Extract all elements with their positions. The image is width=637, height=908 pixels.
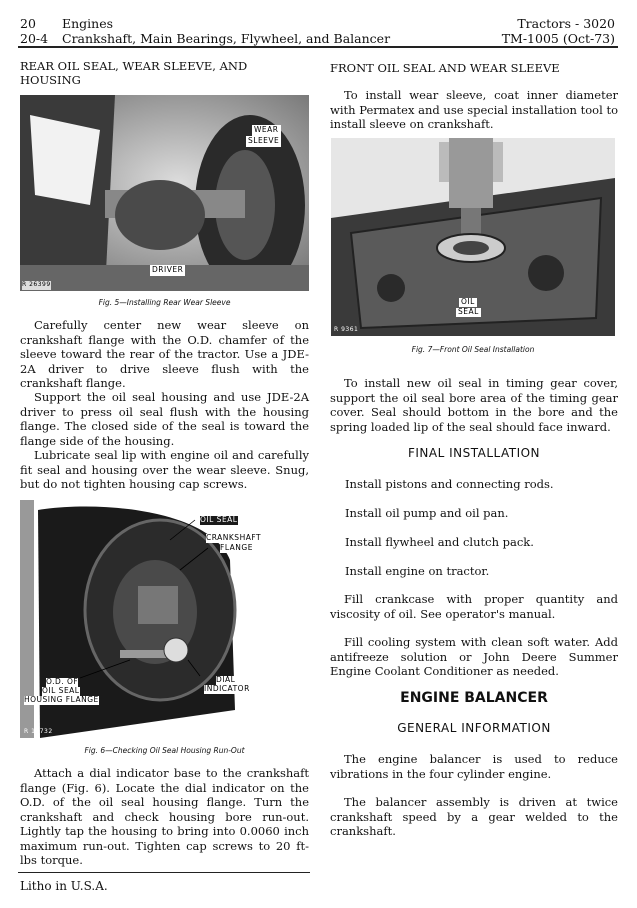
header-subtitle: Crankshaft, Main Bearings, Flywheel, and Balancer [62, 31, 391, 46]
fig6-label-oil-seal: OIL SEAL [200, 515, 238, 524]
fig6-photo [20, 500, 274, 738]
balancer-para-1: The engine balancer is used to reduce vibrations in the four cylinder engine. [330, 752, 618, 781]
fig6-photo-id: R 16732 [24, 728, 53, 735]
footer-litho: Litho in U.S.A. [20, 879, 108, 893]
header-page-number: 20 [20, 16, 36, 31]
rear-para-3: Lubricate seal lip with engine oil and carefully fit seal and housing over the wear sleeve. Snug, but do not tighten housing cap screws. [20, 448, 309, 491]
engine-balancer-title: ENGINE BALANCER [400, 690, 548, 706]
fill-para-2: Fill cooling system with clean soft water. Add antifreeze solution or John Deere Summer Engine Coolant Conditioner as needed. [330, 635, 618, 678]
fig7-caption: Fig. 7—Front Oil Seal Installation [411, 345, 535, 354]
fig5-label-driver: DRIVER [152, 265, 184, 274]
step-item: Install flywheel and clutch pack. [345, 535, 534, 549]
fig7-photo [331, 138, 615, 336]
header-manual: TM-1005 (Oct-73) [501, 31, 615, 46]
front-para-2: To install new oil seal in timing gear cover, support the oil seal bore area of the timing gear cover. Seal should bottom in the bore and the spring loaded lip of the seal should face inward. [330, 376, 618, 434]
header-section: Engines [62, 16, 114, 31]
fig7-label-seal: SEAL [458, 307, 479, 316]
step-item: Install engine on tractor. [345, 564, 490, 578]
step-item: Install pistons and connecting rods. [345, 477, 554, 491]
fig5-caption: Fig. 5—Installing Rear Wear Sleeve [98, 298, 231, 307]
rear-para-2: Support the oil seal housing and use JDE-2A driver to press oil seal flush with the housing flange. The closed side of the seal is toward the flange side of the housing. [20, 390, 309, 448]
fig5-photo [20, 95, 309, 291]
fig6-label-flange: FLANGE [220, 543, 253, 552]
front-para-1: To install wear sleeve, coat inner diameter with Permatex and use special installation tool to install sleeve on crankshaft. [330, 88, 618, 131]
fig6-label-indicator: INDICATOR [204, 684, 250, 693]
fill-para-1: Fill crankcase with proper quantity and viscosity of oil. See operator's manual. [330, 592, 618, 621]
fig5-photo-id: R 26399 [22, 281, 51, 288]
fig5-label-wear: WEAR [254, 125, 279, 134]
header-model: Tractors - 3020 [517, 16, 615, 31]
balancer-para-2: The balancer assembly is driven at twice crankshaft speed by a gear welded to the crankshaft. [330, 795, 618, 838]
fig6-caption: Fig. 6—Checking Oil Seal Housing Run-Out [84, 746, 245, 755]
fig7-label-oil: OIL [461, 297, 475, 306]
rear-seal-title: REAR OIL SEAL, WEAR SLEEVE, AND HOUSING [20, 59, 248, 87]
final-installation-title: FINAL INSTALLATION [407, 446, 541, 460]
fig7-photo-id: R 9361 [334, 326, 359, 333]
header-rule [18, 46, 618, 48]
rear-para-4: Attach a dial indicator base to the crankshaft flange (Fig. 6). Locate the dial indicator on the O.D. of the oil seal housing flange. Turn the crankshaft and check housing bore run-out. Lightly tap the housing to bring into 0.0060 inch maximum run-out. Tighten cap screws to 20 ft-lbs torque. [20, 766, 309, 867]
fig6-label-od: O.D. OF [46, 677, 79, 686]
general-information-title: GENERAL INFORMATION [397, 721, 551, 735]
fig5-label-sleeve: SLEEVE [248, 136, 280, 145]
step-item: Install oil pump and oil pan. [345, 506, 509, 520]
footer-rule [18, 872, 310, 873]
front-seal-title: FRONT OIL SEAL AND WEAR SLEEVE [330, 61, 560, 75]
fig6-label-crankshaft: CRANKSHAFT [206, 533, 262, 542]
rear-para-1: Carefully center new wear sleeve on crankshaft flange with the O.D. chamfer of the sleeve toward the rear of the tractor. Use a JDE-2A driver to drive sleeve flush with the crankshaft flange. [20, 318, 309, 390]
header-page-sub: 20-4 [20, 31, 49, 46]
fig6-label-housing-flange: HOUSING FLANGE [24, 695, 99, 704]
fig6-label-oil-seal-2: OIL SEAL [42, 686, 80, 695]
fig6-label-dial: DIAL [216, 675, 236, 684]
